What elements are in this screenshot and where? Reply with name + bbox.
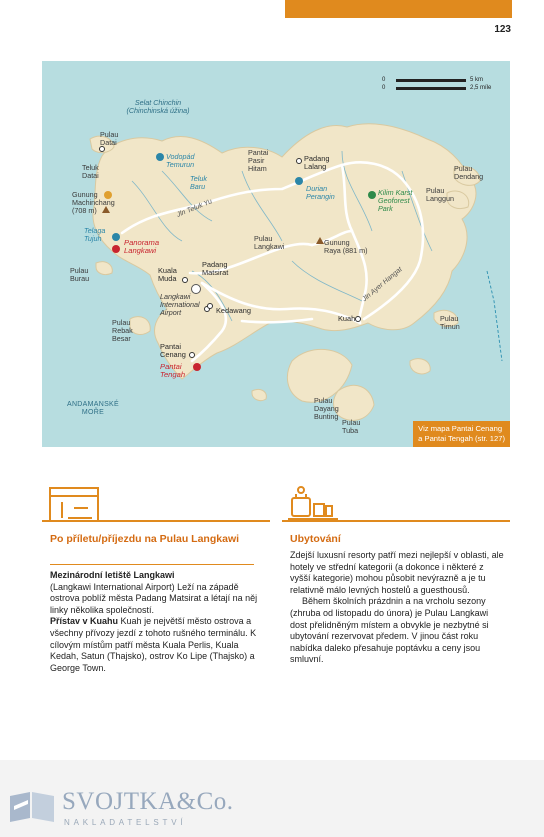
islet-rebak: [130, 317, 150, 335]
label-pulau-burau: Pulau Burau: [70, 266, 90, 283]
box-top-rule: [42, 520, 270, 522]
label-pulau-datai: Pulau Datai: [100, 130, 119, 147]
label-pulau-tuba: Pulau Tuba: [342, 418, 361, 435]
label-telaga-tujuh: Telaga Tujuh: [84, 226, 106, 243]
scale-km-label: 5 km: [470, 77, 484, 83]
label-pulau-timun: Pulau Timun: [440, 314, 460, 331]
islet-burau: [96, 262, 112, 275]
label-kilim: Kilim Karst Geoforest Park: [378, 188, 413, 213]
label-panorama: Panorama Langkawi: [124, 238, 160, 255]
accommodation-paragraph-2: Během školních prázdnin a na vrcholu sezony (zhruba od listopadu do února) je Pulau Langkawi dost přelidněným místem a obvykle je nezbytné si ubytování rezervovat předem. V jinou část roku nabídka daleko přesahuje poptávku a ceny jsou smluvní.: [290, 596, 489, 665]
logo-subtitle: NAKLADATELSTVÍ: [64, 818, 187, 827]
label-pulau-dayang: Pulau Dayang Bunting: [314, 396, 339, 421]
arrivals-box: [42, 520, 270, 735]
logo-wordmark: SVOJTKA&Co.: [62, 788, 234, 815]
top-accent-bar: [285, 0, 512, 18]
title-underline: [50, 564, 254, 565]
label-teluk-datai: Teluk Datai: [82, 163, 99, 180]
accommodation-body: [290, 550, 504, 666]
label-pulau-rebak: Pulau Rebak Besar: [112, 318, 133, 343]
scale-zero-mi: 0: [382, 85, 386, 91]
label-kuala-muda: Kuala Muda: [158, 266, 177, 283]
scale-bar-mi: [396, 87, 466, 90]
islet-tuba: [334, 385, 375, 420]
accommodation-paragraph-1: Zdejší luxusní resorty patří mezi nejlepší v oblasti, ale hotely ve střední kategorii (a dokonce i některé z vyšší kategorie) mohou působit nevýrazně a je tu relativně málo levných hostelů a guesthousů.: [290, 550, 504, 595]
map-reference-note: [413, 421, 510, 447]
border-line: [487, 271, 502, 361]
scale-zero-km: 0: [382, 77, 386, 83]
label-kuah: Kuah: [338, 314, 356, 323]
port-text: Kuah je největší město ostrova a všechny přívozy jezdí z tohoto rušného terminálu. K cílovým místům patří města Kuala Perlis, Kuala Kedah, Satun (Thajsko), ostrov Ko Lipe (Thajsko) a George Town.: [50, 616, 257, 673]
airport-text: (Langkawi International Airport) Leží na západě ostrova poblíž města Padang Matsirat a létají na něj linky několika společností.: [50, 581, 258, 615]
box-top-rule: [282, 520, 510, 522]
arrivals-body: [50, 570, 264, 674]
label-gunung-raya: Gunung Raya (881 m): [324, 238, 368, 255]
islet-small-1: [252, 389, 266, 400]
label-pantai-tengah: Pantai Tengah: [160, 362, 186, 379]
label-sea: ANDAMANSKÉ MOŘE: [66, 401, 119, 416]
map-reference-text: Viz mapa Pantai Cenang a Pantai Tengah (str. 127): [418, 424, 505, 443]
islet-small-2: [410, 359, 430, 374]
label-pulau-langkawi: Pulau Langkawi: [254, 234, 285, 251]
label-pulau-dendang: Pulau Dendang: [454, 164, 484, 181]
hotel-bellhop-icon: [288, 484, 348, 520]
scale-bar-km: [396, 79, 466, 82]
label-pantai-cenang: Pantai Cenang: [160, 342, 186, 359]
label-padang-matsirat: Padang Matsirat: [202, 260, 229, 277]
label-teluk-baru: Teluk Baru: [190, 174, 207, 191]
arrivals-title: Po příletu/příjezdu na Pulau Langkawi: [50, 533, 240, 545]
label-jln-ayer: Jln Ayer Hangat: [361, 266, 404, 304]
label-temurun: Vodopád Temurun: [166, 152, 195, 169]
port-heading: Přístav v Kuahu: [50, 616, 119, 627]
page-number: 123: [494, 24, 511, 35]
label-airport: Langkawi International Airport: [160, 292, 200, 317]
publisher-logo: [10, 786, 234, 830]
accommodation-box: [282, 520, 510, 735]
airport-gate-icon: [48, 484, 108, 520]
scale-mi-label: 2,5 míle: [470, 85, 492, 91]
airport-heading: Mezinárodní letiště Langkawi: [50, 570, 175, 580]
label-gunung-mat: Gunung Machinchang (708 m): [72, 190, 115, 215]
label-kedawang: Kedawang: [216, 306, 251, 315]
accommodation-title: Ubytování: [290, 533, 341, 545]
book-mark-icon: [10, 790, 54, 822]
label-pulau-langgun: Pulau Langgun: [426, 186, 454, 203]
label-durian: Durian Perangin: [306, 184, 335, 201]
langkawi-map: [42, 61, 510, 447]
label-strait: Selat Chinchin (Chinchinská úžina): [126, 98, 190, 115]
map-scale: [382, 77, 492, 93]
label-padang-lalang: Padang Lalang: [304, 154, 330, 171]
label-pasir-hitam: Pantai Pasir Hitam: [248, 148, 269, 173]
label-jln-teluk: Jln Teluk Yu: [175, 198, 214, 219]
map-graphic: [42, 61, 510, 447]
